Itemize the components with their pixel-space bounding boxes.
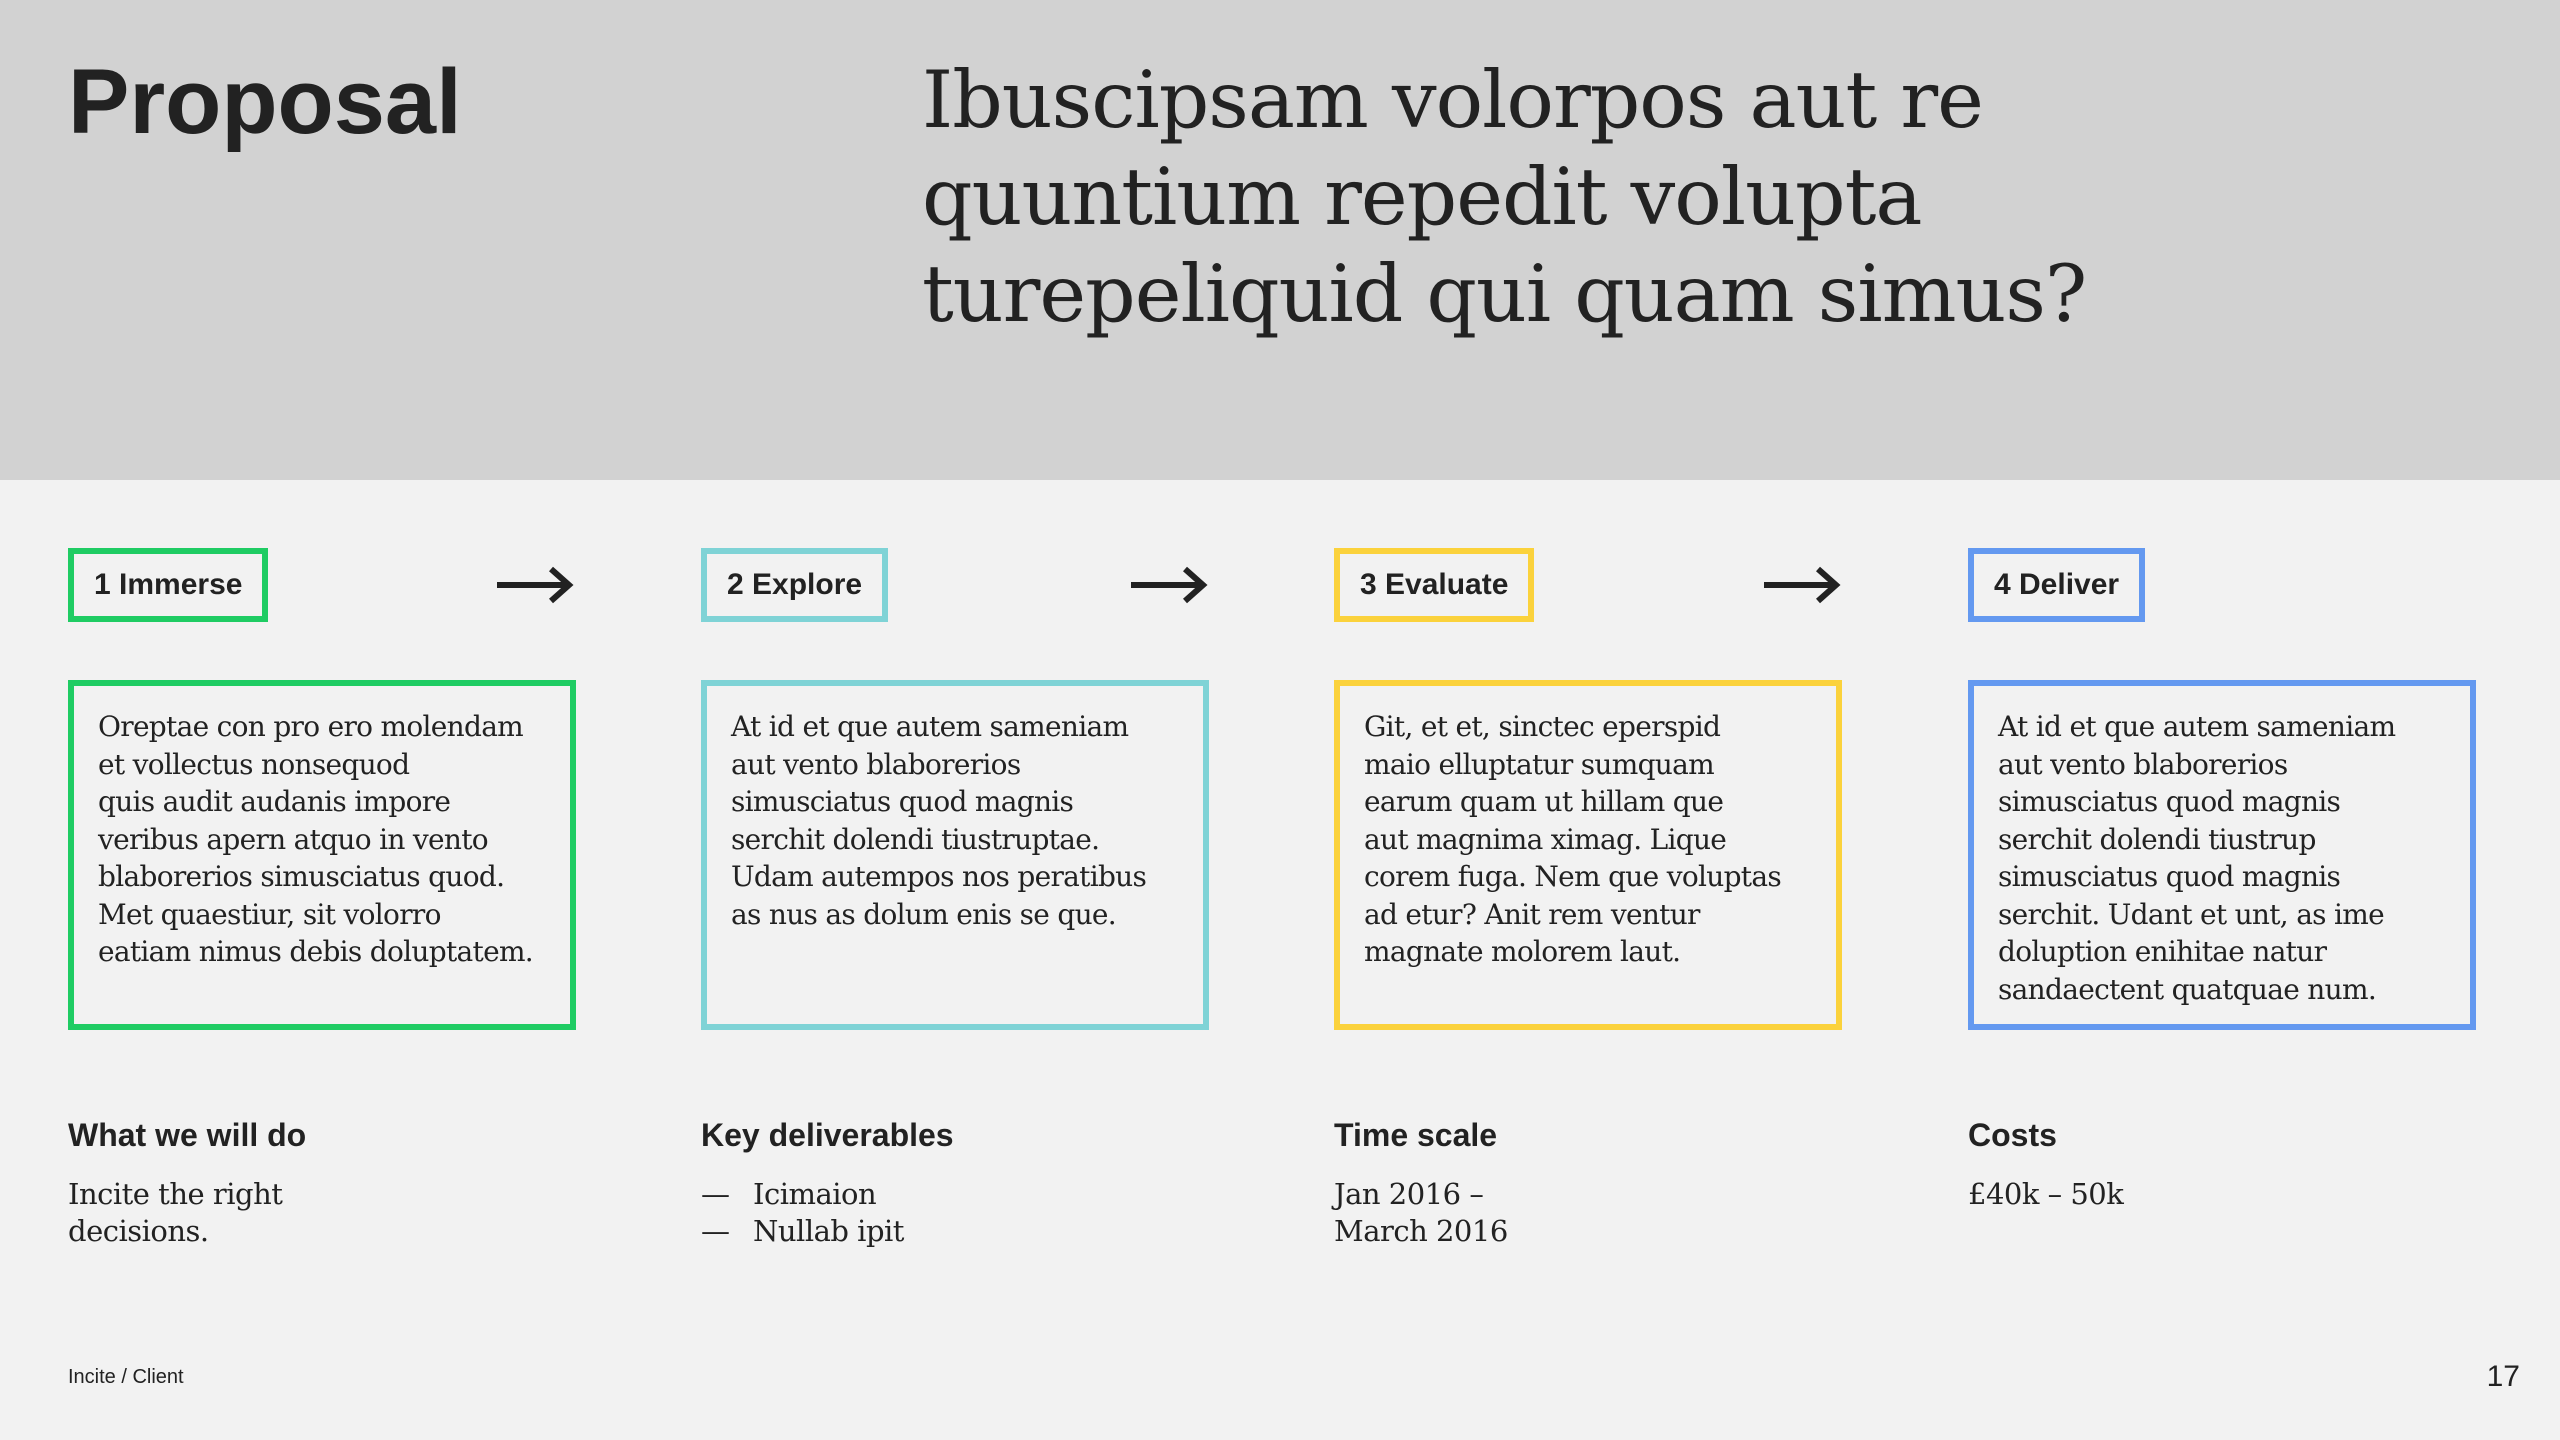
headline-line: Ibuscipsam volorpos aut re [922, 54, 1983, 146]
info-heading: Key deliverables [701, 1117, 954, 1153]
bullet-dash: — [701, 1214, 730, 1248]
step-label-deliver: 4 Deliver [1968, 548, 2145, 622]
headline [922, 52, 2322, 343]
page-number: 17 [2486, 1360, 2520, 1393]
info-heading: What we will do [68, 1117, 307, 1153]
info-text: Incite the right decisions. [68, 1177, 283, 1248]
step-box-immerse [68, 680, 576, 1030]
step-box-evaluate [1334, 680, 1842, 1030]
arrow-right-icon [495, 563, 575, 607]
info-key-deliverables [701, 1112, 1201, 1250]
list-item [701, 1213, 1201, 1250]
headline-line: turepeliquid qui quam simus? [922, 248, 2087, 340]
bullet-dash: — [701, 1177, 730, 1211]
list-item-text: Nullab ipit [753, 1214, 904, 1248]
info-time-scale [1334, 1112, 1834, 1250]
deliverables-list [701, 1176, 1201, 1250]
list-item-text: Icimaion [753, 1177, 877, 1211]
step-label-immerse: 1 Immerse [68, 548, 268, 622]
footer-label: Incite / Client [68, 1366, 184, 1388]
step-box-explore [701, 680, 1209, 1030]
info-text: £40k – 50k [1968, 1177, 2124, 1211]
step-box-deliver [1968, 680, 2476, 1030]
page-title: Proposal [68, 51, 462, 153]
step-description: Oreptae con pro ero molendam et vollectus nonsequod quis audit audanis impore veribus apern atquo in vento blaborerios simusciatus quod. Met quaestiur, sit volorro eatiam nimus debis doluptatem. [98, 710, 534, 968]
info-heading: Costs [1968, 1117, 2057, 1153]
info-heading: Time scale [1334, 1117, 1498, 1153]
info-text: Jan 2016 – March 2016 [1334, 1177, 1508, 1248]
arrow-right-icon [1129, 563, 1209, 607]
step-description: At id et que autem sameniam aut vento blaborerios simusciatus quod magnis serchit dolendi tiustrup simusciatus quod magnis serchit. Udant et unt, as ime doluption enihitae natur sandaectent quatquae num. [1998, 710, 2396, 1006]
headline-line: quuntium repedit volupta [922, 151, 1922, 243]
info-costs [1968, 1112, 2468, 1213]
arrow-right-icon [1762, 563, 1842, 607]
step-description: Git, et et, sinctec eperspid maio elluptatur sumquam earum quam ut hillam que aut magnima ximag. Lique corem fuga. Nem que voluptas ad etur? Anit rem ventur magnate molorem laut. [1364, 710, 1782, 968]
list-item [701, 1176, 1201, 1213]
info-what-we-will-do [68, 1112, 568, 1250]
step-label-explore: 2 Explore [701, 548, 888, 622]
step-label-evaluate: 3 Evaluate [1334, 548, 1534, 622]
step-description: At id et que autem sameniam aut vento blaborerios simusciatus quod magnis serchit dolendi tiustruptae. Udam autempos nos peratibus as nus as dolum enis se que. [731, 710, 1147, 931]
